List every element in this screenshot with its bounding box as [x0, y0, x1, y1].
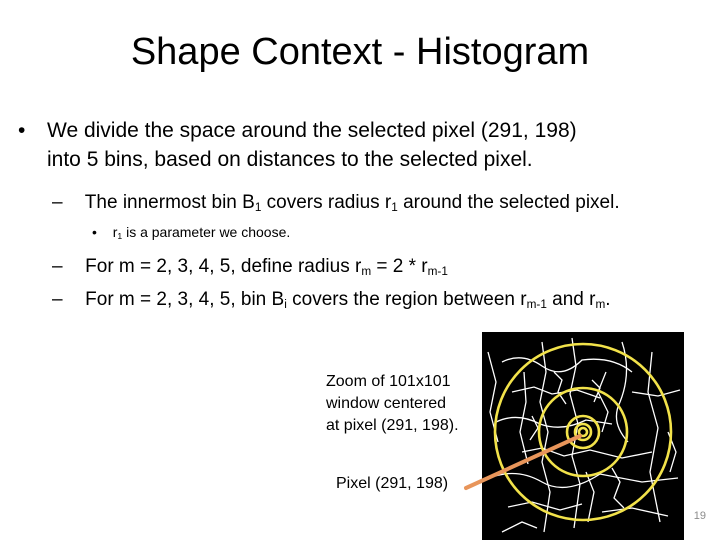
zoom-caption-line: Zoom of 101x101: [326, 373, 451, 390]
text: around the selected pixel.: [397, 192, 620, 213]
sub-bullet-bin-region: [52, 287, 611, 313]
sub-bullet-innermost-bin: [52, 190, 620, 216]
subscript: m: [595, 297, 606, 311]
bin-circle-1: [579, 428, 587, 436]
text: The innermost bin B: [84, 192, 255, 213]
dash-marker: –: [52, 256, 63, 277]
bullet-main-line2: into 5 bins, based on distances to the selected pixel.: [47, 148, 533, 171]
text: = 2 * r: [371, 256, 428, 277]
text: r: [112, 224, 118, 240]
bin-circle-4: [539, 388, 627, 476]
text: covers the region between r: [286, 289, 527, 310]
subscript: m-1: [427, 264, 448, 278]
dash-marker: –: [52, 289, 63, 310]
pixel-caption: Pixel (291, 198): [336, 475, 449, 492]
subscript: m-1: [526, 297, 547, 311]
bin-circles: [495, 344, 671, 520]
slide-title: Shape Context - Histogram: [130, 31, 590, 73]
edge-map-with-bins: [482, 332, 684, 540]
text: and r: [546, 289, 596, 310]
subscript: i: [284, 297, 287, 311]
text: .: [605, 289, 611, 310]
bin-circle-2: [575, 424, 591, 440]
dash-marker: –: [52, 192, 63, 213]
subscript: m: [361, 264, 372, 278]
bullet-marker: •: [92, 224, 97, 240]
sub-sub-bullet-parameter: [92, 223, 290, 241]
bullet-main-line1: We divide the space around the selected pixel (291, 198): [47, 119, 577, 142]
zoom-caption: [326, 371, 459, 437]
subscript: 1: [391, 200, 398, 214]
subscript: 1: [254, 200, 262, 214]
text: is a parameter we choose.: [122, 224, 291, 240]
bullet-marker: •: [18, 119, 26, 142]
subscript: 1: [117, 231, 123, 242]
text: covers radius r: [261, 192, 392, 213]
text: For m = 2, 3, 4, 5, define radius r: [85, 256, 362, 277]
zoom-caption-line: window centered: [326, 395, 447, 412]
bin-circle-5: [495, 344, 671, 520]
sub-bullet-define-radius: [52, 254, 448, 280]
slide-number: 19: [693, 510, 706, 522]
zoom-caption-line: at pixel (291, 198).: [326, 417, 459, 434]
zoom-image: [482, 332, 684, 540]
text: For m = 2, 3, 4, 5, bin B: [85, 289, 285, 310]
